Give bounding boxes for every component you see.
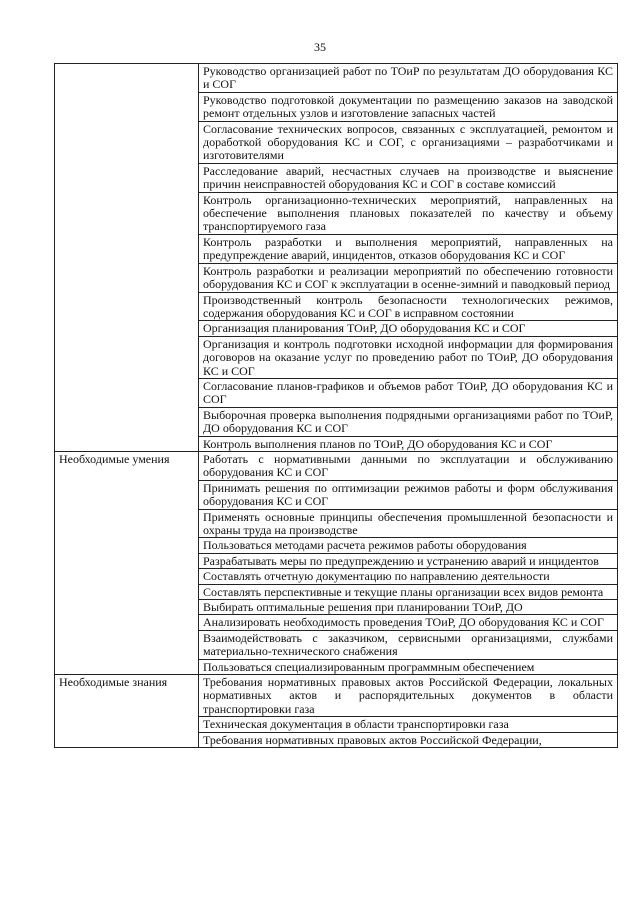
table-cell: Пользоваться специализированным программным обеспечением [199, 659, 618, 674]
table-cell: Производственный контроль безопасности технологических режимов, содержания оборудования КС и СОГ в исправном состоянии [199, 292, 618, 321]
section-heading [55, 64, 199, 452]
table-cell: Согласование планов-графиков и объемов работ ТОиР, ДО оборудования КС и СОГ [199, 378, 618, 407]
table-cell: Организация планирования ТОиР, ДО оборудования КС и СОГ [199, 321, 618, 336]
table-cell: Руководство подготовкой документации по размещению заказов на заводской ремонт отдельных узлов и изготовление запасных частей [199, 92, 618, 121]
table-cell: Разрабатывать меры по предупреждению и устранению аварий и инцидентов [199, 553, 618, 568]
table-row [55, 451, 618, 480]
competency-table [54, 63, 618, 748]
section-heading: Необходимые знания [55, 675, 199, 748]
table-cell: Взаимодействовать с заказчиком, сервисными организациями, службами материально-технического снабжения [199, 630, 618, 659]
table-cell: Пользоваться методами расчета режимов работы оборудования [199, 538, 618, 553]
table-cell: Организация и контроль подготовки исходной информации для формирования договоров на оказание услуг по проведению работ по ТОиР, ДО оборудования КС и СОГ [199, 336, 618, 378]
table-cell: Техническая документация в области транспортировки газа [199, 717, 618, 732]
table-cell: Анализировать необходимость проведения ТОиР, ДО оборудования КС и СОГ [199, 615, 618, 630]
table-cell: Принимать решения по оптимизации режимов работы и форм обслуживания оборудования КС и СОГ [199, 480, 618, 509]
table-row [55, 64, 618, 93]
table-cell: Контроль разработки и выполнения мероприятий, направленных на предупреждение аварий, инцидентов, отказов оборудования КС и СОГ [199, 234, 618, 263]
table-cell: Применять основные принципы обеспечения промышленной безопасности и охраны труда на производстве [199, 509, 618, 538]
table-cell: Руководство организацией работ по ТОиР по результатам ДО оборудования КС и СОГ [199, 64, 618, 93]
table-cell: Работать с нормативными данными по эксплуатации и обслуживанию оборудования КС и СОГ [199, 451, 618, 480]
section-heading: Необходимые умения [55, 451, 199, 674]
table-cell: Выборочная проверка выполнения подрядными организациями работ по ТОиР, ДО оборудования КС и СОГ [199, 407, 618, 436]
table-cell: Требования нормативных правовых актов Российской Федерации, локальных нормативных актов и распорядительных документов в области транспортировки газа [199, 675, 618, 717]
page-number: 35 [314, 40, 326, 54]
table-cell: Контроль выполнения планов по ТОиР, ДО оборудования КС и СОГ [199, 436, 618, 451]
table-row [55, 675, 618, 717]
table-cell: Контроль организационно-технических мероприятий, направленных на обеспечение выполнения плановых показателей по качеству и объему транспортируемого газа [199, 192, 618, 234]
table-cell: Выбирать оптимальные решения при планировании ТОиР, ДО [199, 600, 618, 615]
table-cell: Согласование технических вопросов, связанных с эксплуатацией, ремонтом и доработкой оборудования КС и СОГ, с организациями – разработчиками и изготовителями [199, 121, 618, 163]
table-cell: Требования нормативных правовых актов Российской Федерации, [199, 732, 618, 747]
table-cell: Расследование аварий, несчастных случаев на производстве и выяснение причин неисправностей оборудования КС и СОГ в составе комиссий [199, 163, 618, 192]
table-cell: Контроль разработки и реализации мероприятий по обеспечению готовности оборудования КС и СОГ к эксплуатации в осенне-зимний и паводковый период [199, 263, 618, 292]
table-cell: Составлять перспективные и текущие планы организации всех видов ремонта [199, 584, 618, 599]
table-cell: Составлять отчетную документацию по направлению деятельности [199, 569, 618, 584]
